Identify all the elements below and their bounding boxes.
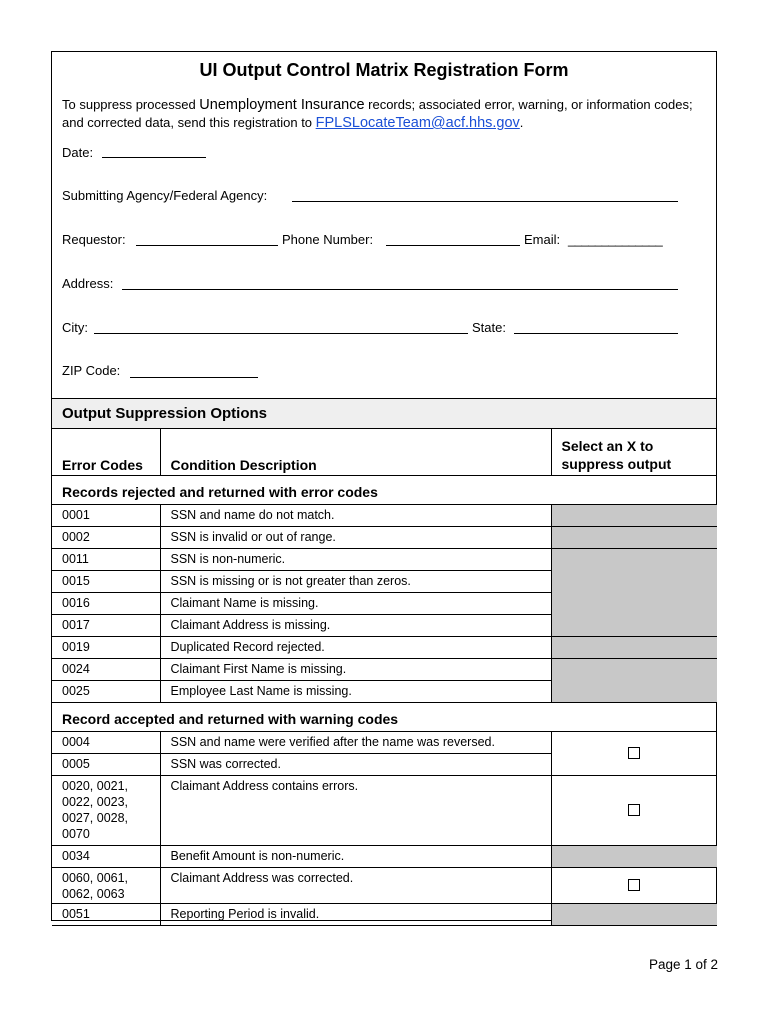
condition-description: SSN and name were verified after the name was reversed.: [160, 732, 551, 754]
requestor-label: Requestor:: [62, 232, 126, 247]
condition-description: Employee Last Name is missing.: [160, 681, 551, 703]
condition-description: Claimant Address is missing.: [160, 615, 551, 637]
condition-description: Reporting Period is invalid.: [160, 904, 551, 926]
code-line: 0070: [62, 827, 90, 841]
table-row: [52, 868, 717, 904]
header-select-line1: Select an X to: [561, 438, 654, 454]
checkbox-0004-0005[interactable]: [628, 747, 640, 759]
email-link[interactable]: FPLSLocateTeam@acf.hhs.gov: [315, 115, 520, 131]
checkbox-address-corrected[interactable]: [628, 879, 640, 891]
error-code: 0024: [52, 659, 160, 681]
form-title: UI Output Control Matrix Registration Form: [199, 60, 569, 80]
select-cell[interactable]: [551, 732, 717, 776]
condition-description: Duplicated Record rejected.: [160, 637, 551, 659]
error-code: 0005: [52, 754, 160, 776]
select-cell[interactable]: [551, 868, 717, 904]
group-title-warnings: Record accepted and returned with warning codes: [52, 703, 717, 732]
table-row: [52, 732, 717, 754]
group-row: [52, 703, 717, 732]
condition-description: SSN is invalid or out of range.: [160, 527, 551, 549]
phone-line[interactable]: [386, 245, 520, 246]
page-number: Page 1 of 2: [648, 957, 718, 972]
select-cell-disabled: [551, 637, 717, 659]
condition-description: Claimant Address was corrected.: [160, 868, 551, 904]
error-code: 0034: [52, 846, 160, 868]
address-line[interactable]: [122, 289, 678, 290]
intro-text: [62, 96, 712, 132]
condition-description: Benefit Amount is non-numeric.: [160, 846, 551, 868]
header-select: [551, 429, 717, 476]
zip-label: ZIP Code:: [62, 363, 121, 378]
error-code: 0019: [52, 637, 160, 659]
error-code: 0004: [52, 732, 160, 754]
select-cell-disabled: [551, 505, 717, 527]
select-cell-disabled: [551, 527, 717, 549]
section-header: [52, 398, 716, 428]
intro-end: .: [519, 115, 524, 130]
suppression-table: [52, 428, 717, 926]
error-code-multi: [52, 776, 160, 846]
group-row: [52, 476, 717, 505]
code-line: 0027, 0028,: [62, 811, 129, 825]
select-cell-disabled: [551, 846, 717, 868]
intro-part1: To suppress processed: [62, 97, 200, 112]
select-cell-disabled: [551, 549, 717, 637]
error-code: 0017: [52, 615, 160, 637]
agency-label: Submitting Agency/Federal Agency:: [62, 188, 268, 203]
code-line: 0020, 0021,: [62, 779, 129, 793]
select-cell[interactable]: [551, 776, 717, 846]
error-code: 0025: [52, 681, 160, 703]
city-line[interactable]: [94, 333, 468, 334]
header-error-codes: Error Codes: [52, 429, 160, 476]
header-condition: Condition Description: [160, 429, 551, 476]
city-label: City:: [62, 320, 88, 335]
table-row: [52, 527, 717, 549]
table-row: [52, 904, 717, 926]
condition-description: SSN was corrected.: [160, 754, 551, 776]
table-row: [52, 637, 717, 659]
error-code: 0011: [52, 549, 160, 571]
intro-emphasis: Unemployment Insurance: [199, 97, 365, 113]
agency-line[interactable]: [292, 201, 678, 202]
condition-description: Claimant Address contains errors.: [160, 776, 551, 846]
condition-description: SSN and name do not match.: [160, 505, 551, 527]
error-code-multi: [52, 868, 160, 904]
code-line: 0060, 0061,: [62, 871, 129, 885]
error-code: 0002: [52, 527, 160, 549]
select-cell-disabled: [551, 904, 717, 926]
table-header-row: [52, 429, 717, 476]
group-title-errors: Records rejected and returned with error codes: [52, 476, 717, 505]
error-code: 0001: [52, 505, 160, 527]
table-row: [52, 549, 717, 571]
phone-label: Phone Number:: [282, 232, 374, 247]
intro-part2: records; associated error, warning, or information codes; and corrected data, send this registration to: [62, 97, 693, 130]
table-row: [52, 846, 717, 868]
registration-form: [51, 51, 717, 921]
state-label: State:: [472, 320, 506, 335]
code-line: 0022, 0023,: [62, 795, 129, 809]
table-row: [52, 505, 717, 527]
condition-description: Claimant Name is missing.: [160, 593, 551, 615]
condition-description: Claimant First Name is missing.: [160, 659, 551, 681]
select-cell-disabled: [551, 659, 717, 703]
section-title: Output Suppression Options: [62, 405, 267, 422]
email-label: Email:: [524, 232, 561, 247]
zip-line[interactable]: [130, 377, 258, 378]
table-row: [52, 776, 717, 846]
condition-description: SSN is missing or is not greater than zeros.: [160, 571, 551, 593]
error-code: 0015: [52, 571, 160, 593]
error-code: 0051: [52, 904, 160, 926]
condition-description: SSN is non-numeric.: [160, 549, 551, 571]
requestor-line[interactable]: [136, 245, 278, 246]
code-line: 0062, 0063: [62, 887, 125, 901]
table-row: [52, 659, 717, 681]
state-line[interactable]: [514, 333, 678, 334]
error-code: 0016: [52, 593, 160, 615]
date-label: Date:: [62, 145, 94, 160]
address-label: Address:: [62, 276, 114, 291]
email-line[interactable]: ______________: [568, 232, 663, 247]
checkbox-address-errors[interactable]: [628, 804, 640, 816]
header-select-line2: suppress output: [561, 456, 672, 472]
date-line[interactable]: [102, 157, 206, 158]
